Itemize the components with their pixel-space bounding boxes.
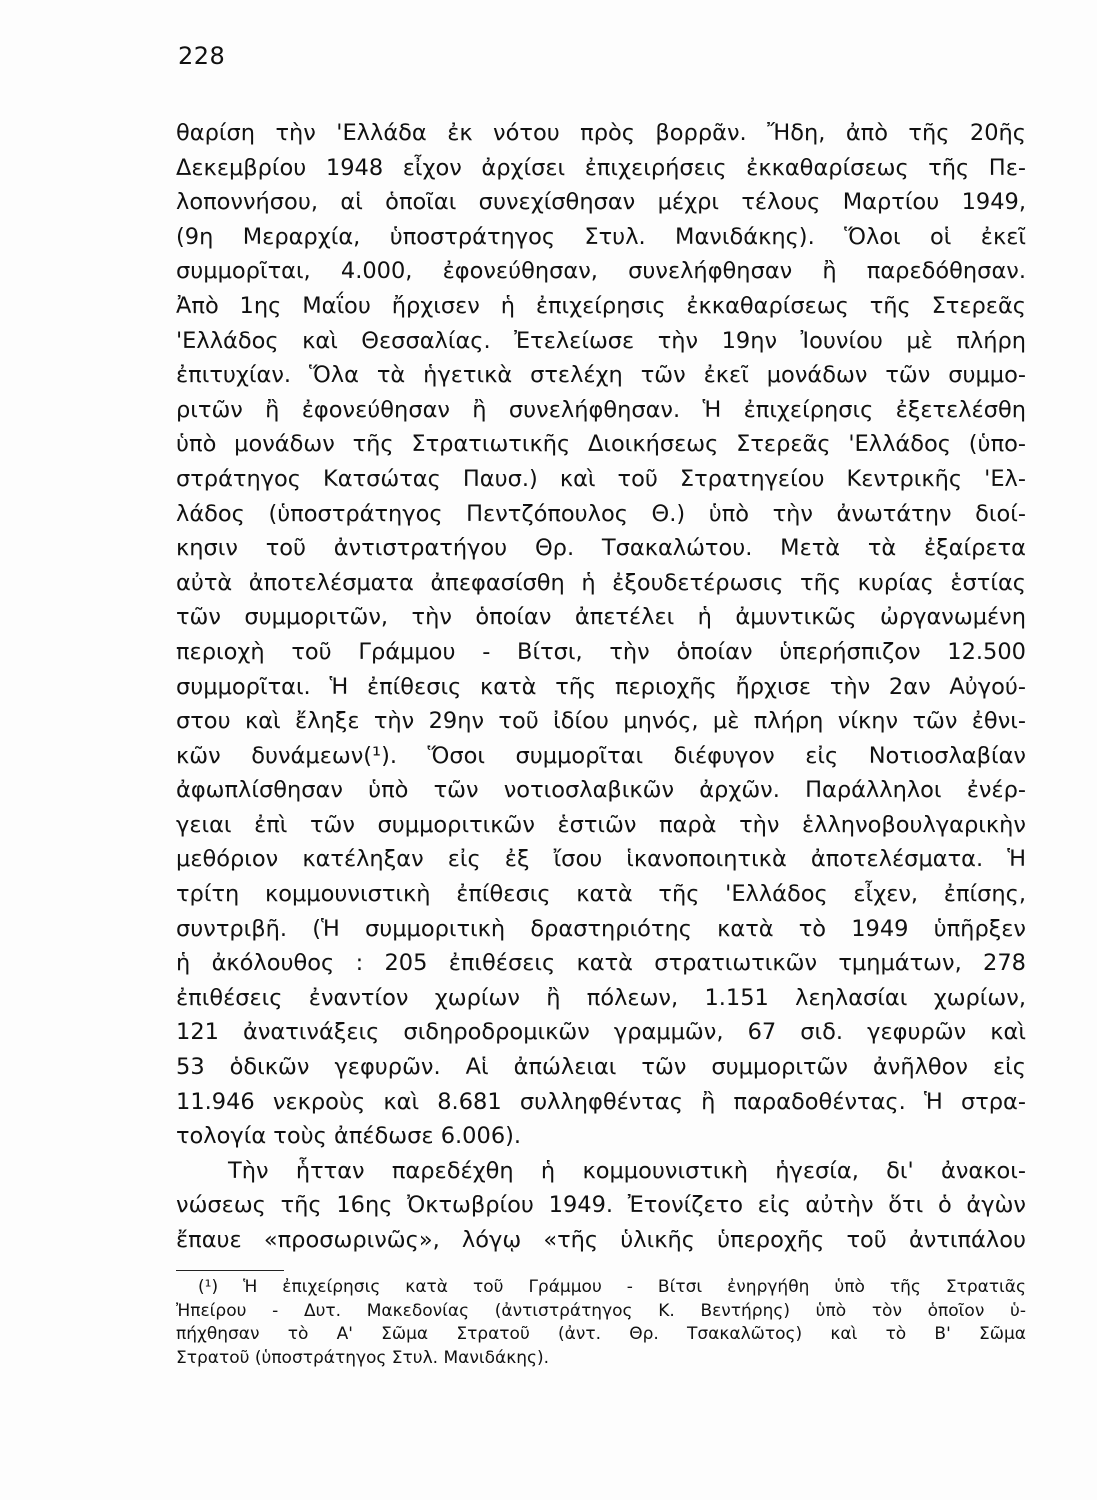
text-line: (9η Μεραρχία, ὑποστράτηγος Στυλ. Μανιδάκης). Ὅλοι οἱ ἐκεῖ (176, 223, 1026, 250)
text-line: αὐτὰ ἀποτελέσματα ἀπεφασίσθη ἡ ἐξουδετέρωσις τῆς κυρίας ἑστίας (176, 569, 1026, 596)
text-line: 121 ἀνατινάξεις σιδηροδρομικῶν γραμμῶν, 67 σιδ. γεφυρῶν καὶ (176, 1019, 1026, 1046)
footnote-line: (¹) Ἡ ἐπιχείρησις κατὰ τοῦ Γράμμου - Βίτσι ἐνηργήθη ὑπὸ τῆς Στρατιᾶς (198, 1277, 1026, 1297)
page-number: 228 (178, 42, 226, 70)
text-line: στράτηγος Κατσώτας Παυσ.) καὶ τοῦ Στρατηγείου Κεντρικῆς 'Ελ- (176, 465, 1026, 492)
footnote-line: Ἠπείρου - Δυτ. Μακεδονίας (ἀντιστράτηγος Κ. Βεντήρης) ὑπὸ τὸν ὁποῖον ὑ- (176, 1300, 1026, 1321)
footnote-line: Στρατοῦ (ὑποστράτηγος Στυλ. Μανιδάκης). (176, 1347, 550, 1368)
text-line: ἀφωπλίσθησαν ὑπὸ τῶν νοτιοσλαβικῶν ἀρχῶν. Παράλληλοι ἐνέρ- (176, 777, 1026, 804)
text-line: ριτῶν ἢ ἐφονεύθησαν ἢ συνελήφθησαν. Ἡ ἐπιχείρησις ἐξετελέσθη (176, 396, 1026, 423)
text-line: μεθόριον κατέληξαν εἰς ἐξ ἴσου ἱκανοποιητικὰ ἀποτελέσματα. Ἡ (176, 846, 1026, 873)
text-line: Τὴν ἧτταν παρεδέχθη ἡ κομμουνιστικὴ ἡγεσία, δι' ἀνακοι- (228, 1157, 1026, 1184)
text-line: λάδος (ὑποστράτηγος Πεντζόπουλος Θ.) ὑπὸ τὴν ἀνωτάτην διοί- (176, 500, 1026, 527)
text-line: ἐπιθέσεις ἐναντίον χωρίων ἢ πόλεων, 1.151 λεηλασίαι χωρίων, (176, 984, 1026, 1011)
footnote-divider (176, 1270, 284, 1271)
footnote-line: πήχθησαν τὸ Α' Σῶμα Στρατοῦ (ἀντ. Θρ. Τσακαλῶτος) καὶ τὸ Β' Σῶμα (176, 1324, 1026, 1344)
text-line: κησιν τοῦ ἀντιστρατήγου Θρ. Τσακαλώτου. Μετὰ τὰ ἐξαίρετα (176, 535, 1026, 562)
footnotes (176, 1276, 1026, 1370)
text-line: συμμορῖται, 4.000, ἐφονεύθησαν, συνελήφθησαν ἢ παρεδόθησαν. (176, 258, 1026, 285)
text-line: συντριβῆ. (Ἡ συμμοριτικὴ δραστηριότης κατὰ τὸ 1949 ὑπῆρξεν (176, 915, 1026, 942)
text-line: Δεκεμβρίου 1948 εἶχον ἀρχίσει ἐπιχειρήσεις ἐκκαθαρίσεως τῆς Πε- (176, 154, 1026, 181)
text-line: στου καὶ ἔληξε τὴν 29ην τοῦ ἰδίου μηνός, μὲ πλήρη νίκην τῶν ἐθνι- (176, 708, 1026, 735)
text-line: 'Ελλάδος καὶ Θεσσαλίας. Ἐτελείωσε τὴν 19ην Ἰουνίου μὲ πλήρη (176, 327, 1026, 354)
text-line: ὑπὸ μονάδων τῆς Στρατιωτικῆς Διοικήσεως Στερεᾶς 'Ελλάδος (ὑπο- (176, 431, 1026, 458)
text-line: ἐπιτυχίαν. Ὅλα τὰ ἡγετικὰ στελέχη τῶν ἐκεῖ μονάδων τῶν συμμο- (176, 362, 1026, 389)
text-line: τρίτη κομμουνιστικὴ ἐπίθεσις κατὰ τῆς 'Ελλάδος εἶχεν, ἐπίσης, (176, 881, 1026, 908)
text-line: 11.946 νεκροὺς καὶ 8.681 συλληφθέντας ἢ παραδοθέντας. Ἡ στρα- (176, 1088, 1026, 1115)
main-text (176, 116, 1026, 1258)
text-line: ἡ ἀκόλουθος : 205 ἐπιθέσεις κατὰ στρατιωτικῶν τμημάτων, 278 (176, 950, 1026, 977)
text-line: περιοχὴ τοῦ Γράμμου - Βίτσι, τὴν ὁποίαν ὑπερήσπιζον 12.500 (176, 638, 1026, 665)
text-line: τολογία τοὺς ἀπέδωσε 6.006). (176, 1123, 522, 1150)
text-line: λοποννήσου, αἱ ὁποῖαι συνεχίσθησαν μέχρι τέλους Μαρτίου 1949, (176, 189, 1026, 216)
text-line: γειαι ἐπὶ τῶν συμμοριτικῶν ἑστιῶν παρὰ τὴν ἑλληνοβουλγαρικὴν (176, 811, 1026, 838)
text-line: θαρίση τὴν 'Ελλάδα ἐκ νότου πρὸς βορρᾶν. Ἤδη, ἀπὸ τῆς 20ῆς (176, 120, 1026, 146)
text-line: κῶν δυνάμεων(¹). Ὅσοι συμμορῖται διέφυγον εἰς Νοτιοσλαβίαν (176, 742, 1026, 769)
text-line: 53 ὁδικῶν γεφυρῶν. Αἱ ἀπώλειαι τῶν συμμοριτῶν ἀνῆλθον εἰς (176, 1054, 1026, 1081)
text-line: συμμορῖται. Ἡ ἐπίθεσις κατὰ τῆς περιοχῆς ἤρχισε τὴν 2αν Αὐγού- (176, 673, 1026, 700)
text-line: Ἀπὸ 1ης Μαΐου ἤρχισεν ἡ ἐπιχείρησις ἐκκαθαρίσεως τῆς Στερεᾶς (176, 292, 1026, 319)
text-line: ἔπαυε «προσωρινῶς», λόγῳ «τῆς ὑλικῆς ὑπεροχῆς τοῦ ἀντιπάλου (176, 1227, 1026, 1253)
text-line: τῶν συμμοριτῶν, τὴν ὁποίαν ἀπετέλει ἡ ἀμυντικῶς ὠργανωμένη (176, 604, 1026, 631)
text-line: νώσεως τῆς 16ης Ὀκτωβρίου 1949. Ἐτονίζετο εἰς αὐτὴν ὅτι ὁ ἀγὼν (176, 1192, 1026, 1219)
